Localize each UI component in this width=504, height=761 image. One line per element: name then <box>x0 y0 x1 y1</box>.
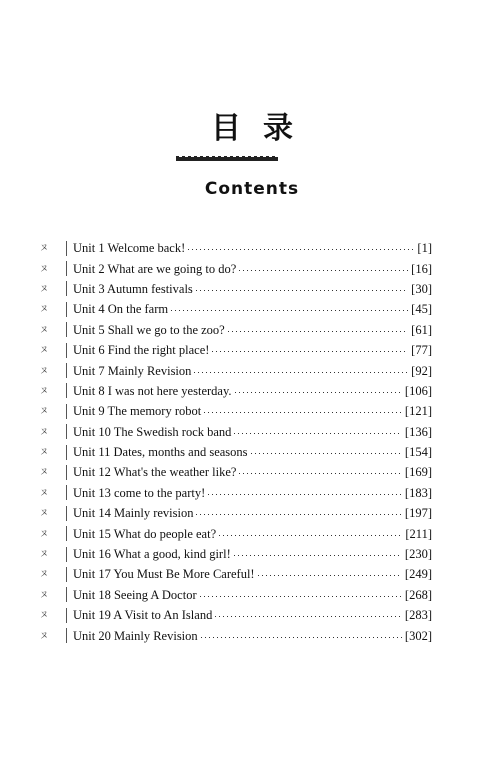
entry-marker-icon: ヌ <box>40 569 48 579</box>
entry-divider <box>66 363 67 378</box>
entry-marker-icon: ヌ <box>40 528 48 538</box>
entry-body <box>73 588 432 602</box>
dot-leader <box>251 453 402 454</box>
decorative-divider <box>176 157 278 161</box>
entry-title: Unit 6 Find the right place! <box>73 343 210 358</box>
toc-entry[interactable] <box>40 401 432 421</box>
entry-divider <box>66 506 67 521</box>
entry-title: Unit 3 Autumn festivals <box>73 281 193 296</box>
entry-page-number: [136] <box>404 424 432 439</box>
entry-divider <box>66 567 67 582</box>
entry-body <box>73 364 432 378</box>
entry-body <box>73 302 432 316</box>
entry-divider <box>66 526 67 541</box>
entry-marker-icon: ヌ <box>40 283 48 293</box>
toc-entry[interactable] <box>40 422 432 442</box>
entry-page-number: [77] <box>411 343 432 358</box>
entry-page-number: [268] <box>404 587 432 602</box>
entry-title: Unit 13 come to the party! <box>73 485 206 500</box>
entry-page-number: [45] <box>411 302 432 317</box>
dot-leader <box>234 433 401 434</box>
dot-leader <box>239 473 401 474</box>
entry-title: Unit 4 On the farm <box>73 302 169 317</box>
entry-title: Unit 20 Mainly Revision <box>73 628 198 643</box>
dot-leader <box>228 331 408 332</box>
entry-page-number: [211] <box>405 526 432 541</box>
toc-entry[interactable] <box>40 564 432 584</box>
entry-body <box>73 445 432 459</box>
entry-page-number: [230] <box>404 547 432 562</box>
dot-leader <box>234 555 402 556</box>
entry-body <box>73 506 432 520</box>
dot-leader <box>196 514 401 515</box>
entry-title: Unit 5 Shall we go to the zoo? <box>73 322 225 337</box>
entry-divider <box>66 383 67 398</box>
entry-divider <box>66 302 67 317</box>
dot-leader <box>194 372 408 373</box>
dot-leader <box>171 310 408 311</box>
entry-body <box>73 262 432 276</box>
page-subtitle: Contents <box>204 179 300 199</box>
toc-entry[interactable] <box>40 442 432 462</box>
entry-divider <box>66 485 67 500</box>
toc-entry[interactable] <box>40 381 432 401</box>
dot-leader <box>219 535 402 536</box>
entry-body <box>73 608 432 622</box>
toc-entry[interactable] <box>40 279 432 299</box>
entry-page-number: [16] <box>411 261 432 276</box>
entry-divider <box>66 343 67 358</box>
toc-entry[interactable] <box>40 238 432 258</box>
entry-marker-icon: ヌ <box>40 263 48 273</box>
entry-divider <box>66 241 67 256</box>
entry-title: Unit 18 Seeing A Doctor <box>73 587 197 602</box>
entry-page-number: [106] <box>404 383 432 398</box>
entry-marker-icon: ヌ <box>40 365 48 375</box>
entry-marker-icon: ヌ <box>40 426 48 436</box>
entry-divider <box>66 261 67 276</box>
entry-marker-icon: ヌ <box>40 487 48 497</box>
entry-page-number: [302] <box>404 628 432 643</box>
toc-entry[interactable] <box>40 320 432 340</box>
entry-page-number: [169] <box>404 465 432 480</box>
entry-body <box>73 282 432 296</box>
toc-entry[interactable] <box>40 483 432 503</box>
entry-marker-icon: ヌ <box>40 406 48 416</box>
toc-entry[interactable] <box>40 544 432 564</box>
entry-marker-icon: ヌ <box>40 610 48 620</box>
dot-leader <box>196 290 408 291</box>
dot-leader <box>188 249 414 250</box>
entry-title: Unit 15 What do people eat? <box>73 526 217 541</box>
dot-leader <box>235 392 402 393</box>
entry-title: Unit 17 You Must Be More Careful! <box>73 567 255 582</box>
entry-title: Unit 1 Welcome back! <box>73 241 186 256</box>
entry-page-number: [183] <box>404 485 432 500</box>
entry-divider <box>66 322 67 337</box>
dot-leader <box>204 412 402 413</box>
entry-divider <box>66 445 67 460</box>
toc-entry[interactable] <box>40 258 432 278</box>
toc-entry[interactable] <box>40 585 432 605</box>
entry-title: Unit 19 A Visit to An Island <box>73 608 213 623</box>
entry-page-number: [121] <box>404 404 432 419</box>
entry-body <box>73 486 432 500</box>
entry-body <box>73 465 432 479</box>
entry-page-number: [30] <box>411 281 432 296</box>
entry-page-number: [283] <box>404 608 432 623</box>
entry-divider <box>66 281 67 296</box>
entry-title: Unit 11 Dates, months and seasons <box>73 445 248 460</box>
entry-body <box>73 241 432 255</box>
entry-divider <box>66 608 67 623</box>
toc-entry[interactable] <box>40 340 432 360</box>
entry-divider <box>66 465 67 480</box>
entry-title: Unit 2 What are we going to do? <box>73 261 237 276</box>
entry-divider <box>66 424 67 439</box>
entry-divider <box>66 404 67 419</box>
page-title: 目录 <box>211 111 315 146</box>
dot-leader <box>239 270 408 271</box>
dot-leader <box>208 494 402 495</box>
entry-marker-icon: ヌ <box>40 324 48 334</box>
entry-page-number: [61] <box>411 322 432 337</box>
entry-body <box>73 323 432 337</box>
entry-title: Unit 10 The Swedish rock band <box>73 424 232 439</box>
entry-marker-icon: ヌ <box>40 304 48 314</box>
entry-body <box>73 629 432 643</box>
entry-title: Unit 14 Mainly revision <box>73 506 194 521</box>
entry-page-number: [197] <box>404 506 432 521</box>
entry-body <box>73 404 432 418</box>
entry-marker-icon: ヌ <box>40 385 48 395</box>
entry-marker-icon: ヌ <box>40 508 48 518</box>
entry-divider <box>66 587 67 602</box>
entry-page-number: [249] <box>404 567 432 582</box>
entry-page-number: [92] <box>411 363 432 378</box>
toc-entry[interactable] <box>40 503 432 523</box>
dot-leader <box>258 575 402 576</box>
entry-title: Unit 12 What's the weather like? <box>73 465 237 480</box>
dot-leader <box>212 351 408 352</box>
entry-marker-icon: ヌ <box>40 630 48 640</box>
entry-title: Unit 7 Mainly Revision <box>73 363 192 378</box>
entry-marker-icon: ヌ <box>40 345 48 355</box>
entry-page-number: [1] <box>417 241 432 256</box>
entry-body <box>73 567 432 581</box>
dot-leader <box>200 596 402 597</box>
entry-marker-icon: ヌ <box>40 589 48 599</box>
entry-title: Unit 8 I was not here yesterday. <box>73 383 232 398</box>
entry-marker-icon: ヌ <box>40 467 48 477</box>
entry-title: Unit 16 What a good, kind girl! <box>73 547 231 562</box>
toc-entry[interactable] <box>40 299 432 319</box>
entry-body <box>73 425 432 439</box>
entry-body <box>73 527 432 541</box>
entry-page-number: [154] <box>404 445 432 460</box>
entry-divider <box>66 628 67 643</box>
toc-entry[interactable] <box>40 605 432 625</box>
toc-entry[interactable] <box>40 523 432 543</box>
toc-entry[interactable] <box>40 462 432 482</box>
entry-body <box>73 547 432 561</box>
entry-body <box>73 343 432 357</box>
entry-body <box>73 384 432 398</box>
entry-divider <box>66 547 67 562</box>
dot-leader <box>201 637 402 638</box>
table-of-contents <box>40 238 432 646</box>
entry-marker-icon: ヌ <box>40 243 48 253</box>
entry-marker-icon: ヌ <box>40 549 48 559</box>
toc-entry[interactable] <box>40 360 432 380</box>
toc-entry[interactable] <box>40 625 432 645</box>
dot-leader <box>215 616 402 617</box>
entry-marker-icon: ヌ <box>40 447 48 457</box>
entry-title: Unit 9 The memory robot <box>73 404 202 419</box>
